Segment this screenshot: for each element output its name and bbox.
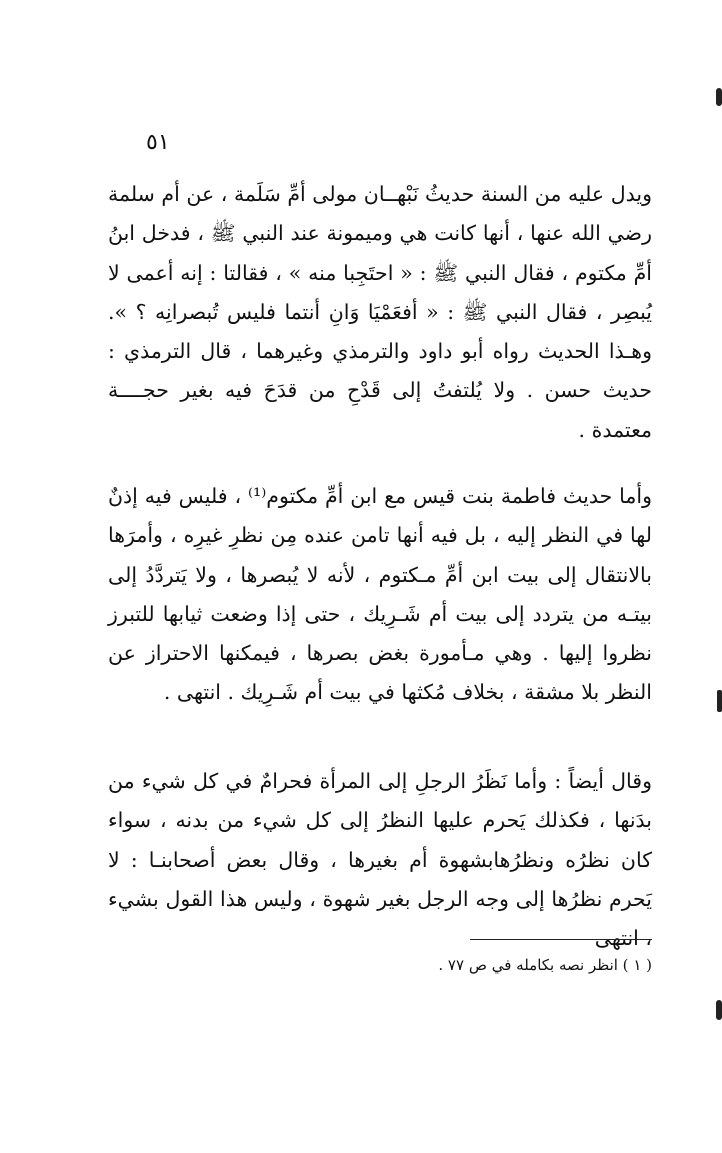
paragraph-text: ويدل عليه من السنة حديثُ نَبْهــان مولى أمِّ سَلَمة ، عن أم سلمة رضي الله عنها ، أنها كانت هي وميمونة عند النبي ﷺ ، فدخل ابنُ أمِّ مكتوم ، فقال النبي ﷺ : « احتَجِبا منه » ، فقالتا : إنه أعمى لا يُبصِر ، فقال النبي ﷺ : « أفعَمْيَا وَانِ أنتما فليس تُبصرانِه ؟ ». وهـذا الحديث رواه أبو داود والترمذي وغيرهما ، قال الترمذي : حديث حسن . ولا يُلتفتُ إلى قَدْحِ من قدَحَ فيه بغير حجــــة معتمدة . <box>108 182 652 442</box>
scan-edge-mark <box>716 88 722 106</box>
footnote-divider <box>470 939 652 940</box>
paragraph-text: وقال أيضاً : وأما نَظَرُ الرجلِ إلى المرأة فحرامٌ في كل شيء من بدَنها ، فكذلك يَحرم عليها النظرُ إلى كل شيء من بدنه ، سواء كان نظرُه ونظرُهابشهوة أم بغيرها ، وقال بعض أصحابنـا : لا يَحرم نظرُها إلى وجه الرجل بغير شهوة ، وليس هذا القول بشيء ، انتهى <box>108 769 652 951</box>
body-paragraph-2 <box>108 477 652 713</box>
paragraph-text: وأما حديث فاطمة بنت قيس مع ابن أمِّ مكتوم⁽¹⁾ ، فليس فيه إذنٌ لها في النظر إليه ، بل فيه أنها تامن عنده مِن نظرِ غيرِه ، وأمرَها بالانتقال إلى بيت ابن أمِّ مـكتوم ، لأنه لا يُبصرها ، ولا يَتردَّدُ إلى بيتـه من يتردد إلى بيت أم شَـرِيك ، حتى إذا وضعت ثيابها للتبرز نظروا إليها . وهي مـأمورة بغض بصرها ، فيمكنها الاحتراز عن النظر بلا مشقة ، بخلاف مُكثها في بيت أم شَـرِيك . انتهى . <box>108 484 652 705</box>
page-number: ٥١ <box>146 130 170 155</box>
scan-edge-mark <box>717 690 722 712</box>
footnote: ( ١ ) انظر نصه بكامله في ص ٧٧ . <box>438 956 652 974</box>
body-paragraph-1 <box>108 175 652 450</box>
body-paragraph-3 <box>108 762 652 958</box>
scan-edge-mark <box>716 1000 722 1020</box>
